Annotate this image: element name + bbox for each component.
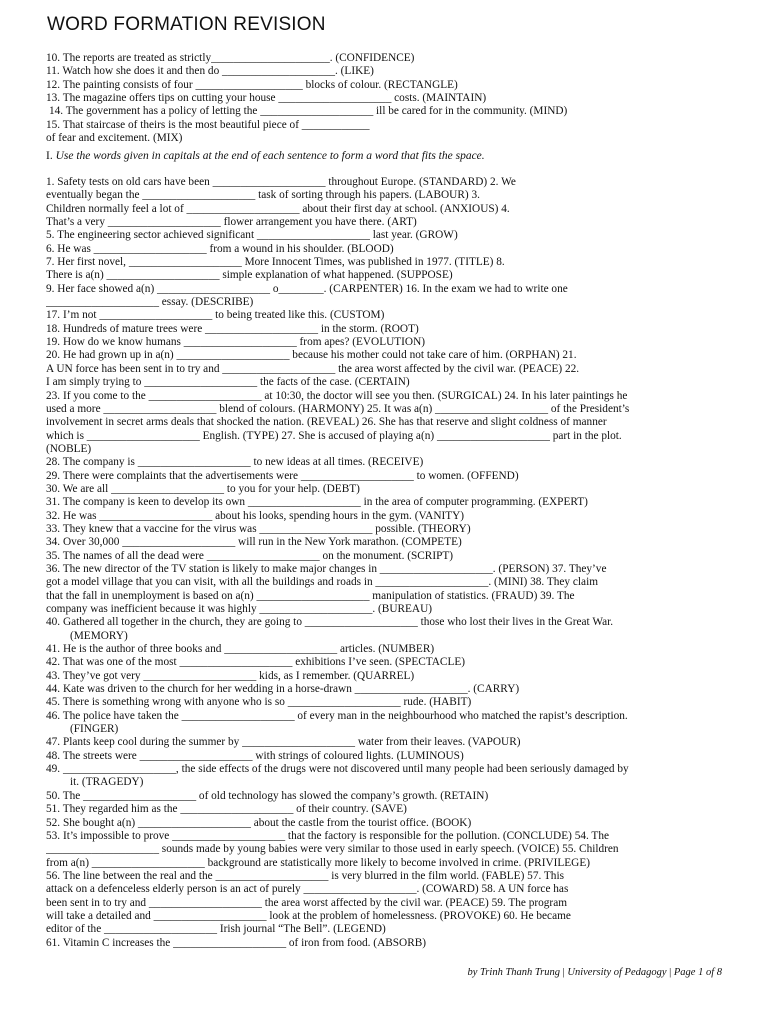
question-line: 47. Plants keep cool during the summer by ____________________ water from their leaves. (VAPOUR) [46, 736, 521, 749]
question-line: There is a(n) ____________________ simple explanation of what happened. (SUPPOSE) [46, 269, 453, 282]
question-line: 18. Hundreds of mature trees were ____________________ in the storm. (ROOT) [46, 322, 419, 335]
question-line: 42. That was one of the most ____________________ exhibitions I’ve seen. (SPECTACLE) [46, 656, 466, 669]
question-line: 17. I’m not ____________________ to being treated like this. (CUSTOM) [46, 309, 385, 322]
question-line: 46. The police have taken the ____________________ of every man in the neighbourhood who matched the rapist’s description. [46, 709, 628, 722]
question-line: of fear and excitement. (MIX) [46, 132, 183, 145]
question-line: 30. We are all ____________________ to you for your help. (DEBT) [46, 482, 360, 495]
question-line: 28. The company is ____________________ to new ideas at all times. (RECEIVE) [46, 456, 424, 469]
question-line: 5. The engineering sector achieved significant ____________________ last year. (GROW) [46, 229, 458, 242]
question-line: company was inefficient because it was highly ____________________. (BUREAU) [46, 603, 433, 615]
question-line: involvement in secret arms deals that shocked the nation. (REVEAL) 26. She has that reserve and slight coldness of manner [46, 416, 607, 429]
question-line: That’s a very ____________________ flower arrangement you have there. (ART) [46, 216, 417, 229]
question-line: (FINGER) [70, 723, 119, 736]
question-line: 48. The streets were ____________________ with strings of coloured lights. (LUMINOUS) [46, 749, 464, 762]
question-line: 51. They regarded him as the ____________________ of their country. (SAVE) [46, 803, 407, 816]
question-line: attack on a defenceless elderly person is an act of purely ____________________. (COWARD) 58. A UN force has [46, 883, 569, 896]
question-line: used a more ____________________ blend of colours. (HARMONY) 25. It was a(n) ____________________ of the President’s [46, 402, 630, 415]
question-line: 33. They knew that a vaccine for the virus was ____________________ possible. (THEORY) [46, 522, 471, 535]
question-line: 29. There were complaints that the advertisements were ____________________ to women. (OFFEND) [46, 469, 519, 482]
question-line: 14. The government has a policy of letting the ____________________ ill be cared for in the community. (MIND) [49, 105, 568, 118]
question-line: 56. The line between the real and the ____________________ is very blurred in the film world. (FABLE) 57. This [46, 869, 564, 882]
question-line: 41. He is the author of three books and ____________________ articles. (NUMBER) [46, 643, 435, 656]
question-line: got a model village that you can visit, with all the buildings and roads in ____________________. (MINI) 38. They claim [46, 576, 598, 589]
footer-separator: | [666, 967, 674, 978]
question-line: 52. She bought a(n) ____________________ about the castle from the tourist office. (BOOK) [46, 816, 472, 829]
question-line: that the fall in unemployment is based on a(n) ____________________ manipulation of statistics. (FRAUD) 39. The [46, 589, 575, 602]
question-line: 12. The painting consists of four ___________________ blocks of colour. (RECTANGLE) [46, 78, 458, 91]
question-line: 23. If you come to the ____________________ at 10:30, the doctor will see you then. (SURGICAL) 24. In his later paintings he [46, 389, 628, 402]
instruction-text: Use the words given in capitals at the end of each sentence to form a word that fits the space. [55, 150, 485, 162]
footer-author: by Trinh Thanh Trung [467, 967, 561, 978]
question-line: (MEMORY) [70, 629, 128, 642]
question-line: 13. The magazine offers tips on cutting your house ____________________ costs. (MAINTAIN) [46, 92, 487, 105]
question-line: 7. Her first novel, ____________________ More Innocent Times, was published in 1977. (TITLE) 8. [46, 256, 505, 269]
question-line: 40. Gathered all together in the church, they are going to ____________________ those who lost their lives in the Great War. [46, 616, 614, 629]
question-line: 43. They’ve got very ____________________ kids, as I remember. (QUARREL) [46, 669, 415, 682]
question-line: been sent in to try and ____________________ the area worst affected by the civil war. (PEACE) 59. The program [46, 896, 567, 909]
question-line: editor of the ____________________ Irish journal “The Bell”. (LEGEND) [46, 923, 386, 936]
question-line: which is ____________________ English. (TYPE) 27. She is accused of playing a(n) ____________________ part in the plot. [46, 429, 622, 442]
question-line: eventually began the ____________________ task of sorting through his papers. (LABOUR) 3. [46, 189, 480, 202]
question-line: 20. He had grown up in a(n) ____________________ because his mother could not take care of him. (ORPHAN) 21. [46, 349, 577, 362]
question-line: 10. The reports are treated as strictly_____________________. (CONFIDENCE) [46, 52, 415, 64]
section-number: I. [46, 150, 53, 162]
intro-questions [46, 52, 736, 145]
question-line: ____________________ essay. (DESCRIBE) [46, 296, 254, 309]
question-line: 32. He was ____________________ about his looks, spending hours in the gym. (VANITY) [46, 509, 465, 522]
question-line: I am simply trying to ____________________ the facts of the case. (CERTAIN) [46, 376, 410, 389]
page-title: WORD FORMATION REVISION [47, 14, 326, 35]
question-line: 49. ____________________, the side effects of the drugs were not discovered until many people had been seriously damaged by [46, 763, 629, 776]
footer-institution: University of Pedagogy [567, 967, 667, 978]
question-line: ____________________ sounds made by young babies were very similar to those used in early speech. (VOICE) 55. Children [46, 843, 619, 856]
question-line: A UN force has been sent in to try and ____________________ the area worst affected by the civil war. (PEACE) 22. [46, 362, 580, 375]
question-line: 34. Over 30,000 ____________________ will run in the New York marathon. (COMPETE) [46, 536, 462, 549]
footer-page-number: Page 1 of 8 [673, 967, 722, 978]
question-line: 31. The company is keen to develop its own ____________________ in the area of computer programming. (EXPERT) [46, 496, 588, 509]
question-line: 9. Her face showed a(n) ____________________ o________. (CARPENTER) 16. In the exam we had to write one [46, 282, 568, 295]
question-line: 45. There is something wrong with anyone who is so ____________________ rude. (HABIT) [46, 696, 472, 709]
exercise-questions [46, 176, 736, 950]
question-line: (NOBLE) [46, 442, 92, 455]
question-line: it. (TRAGEDY) [70, 776, 144, 789]
question-line: 6. He was ____________________ from a wound in his shoulder. (BLOOD) [46, 242, 394, 255]
question-line: 50. The ____________________ of old technology has slowed the company’s growth. (RETAIN) [46, 789, 489, 802]
question-line: 15. That staircase of theirs is the most beautiful piece of ____________ [46, 118, 370, 131]
question-line: 44. Kate was driven to the church for her wedding in a horse-drawn ____________________. (CARRY) [46, 683, 520, 696]
question-line: 35. The names of all the dead were ____________________ on the monument. (SCRIPT) [46, 549, 454, 562]
footer-separator: | [560, 967, 568, 978]
question-line: 53. It’s impossible to prove ____________________ that the factory is responsible for the pollution. (CONCLUDE) 54. The [46, 829, 609, 842]
question-line: 61. Vitamin C increases the ____________________ of iron from food. (ABSORB) [46, 936, 427, 949]
section-instruction [46, 150, 485, 162]
question-line: 19. How do we know humans ____________________ from apes? (EVOLUTION) [46, 336, 426, 349]
question-line: 36. The new director of the TV station is likely to make major changes in ____________________. (PERSON) 37. They’ve [46, 562, 607, 575]
question-line: Children normally feel a lot of ____________________ about their first day at school. (ANXIOUS) 4. [46, 202, 510, 215]
question-line: from a(n) ____________________ background are statistically more likely to become involved in crime. (PRIVILEGE) [46, 856, 590, 869]
question-line: 11. Watch how she does it and then do ____________________. (LIKE) [46, 65, 374, 78]
page-footer [468, 967, 722, 978]
question-line: will take a detailed and ____________________ look at the problem of homelessness. (PROVOKE) 60. He became [46, 909, 571, 922]
question-line: 1. Safety tests on old cars have been ____________________ throughout Europe. (STANDARD) 2. We [46, 176, 516, 188]
